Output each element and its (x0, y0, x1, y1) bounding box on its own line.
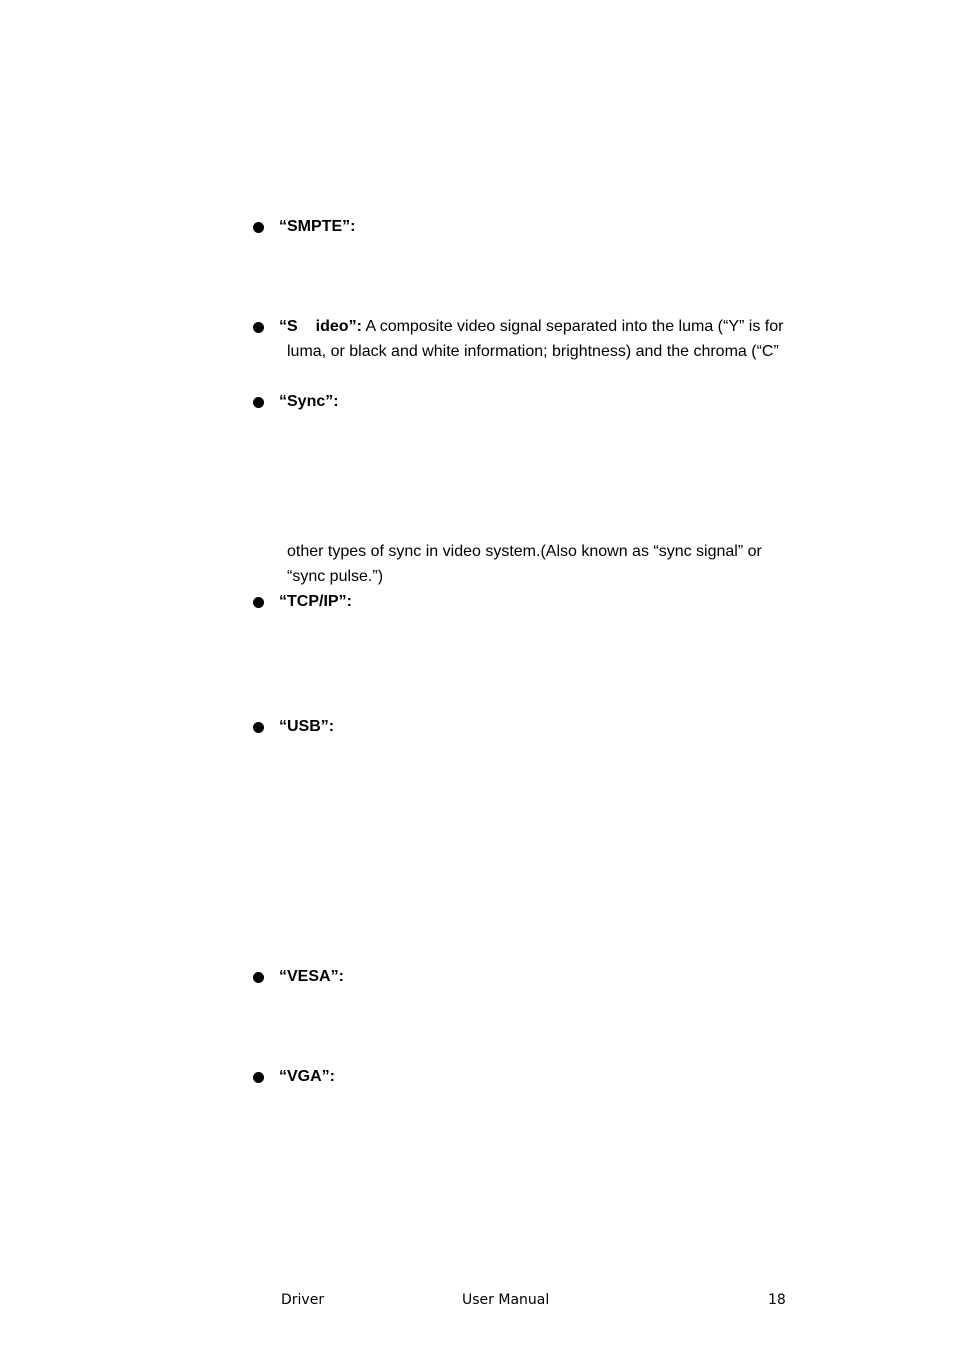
footer-page-number: 18 (768, 1292, 786, 1308)
bullet-usb (253, 722, 264, 733)
term-smpte: “SMPTE”: (279, 218, 356, 235)
footer-center-label: User Manual (462, 1292, 550, 1308)
term-svideo-part2: ideo”: (315, 318, 362, 335)
term-svideo-part1: “S (279, 318, 298, 335)
footer-left-label: Driver (281, 1292, 325, 1308)
definition-sync-line2: “sync pulse.”) (287, 568, 384, 585)
definition-svideo-line1: A composite video signal separated into the luma (“Y” is for (361, 318, 784, 335)
definition-svideo-line2: luma, or black and white information; brightness) and the chroma (“C” (287, 343, 779, 360)
term-svideo-line (279, 314, 783, 339)
term-sync: “Sync”: (279, 393, 339, 410)
term-vesa: “VESA”: (279, 968, 344, 985)
term-tcpip: “TCP/IP”: (279, 593, 352, 610)
bullet-smpte (253, 222, 264, 233)
bullet-vesa (253, 972, 264, 983)
bullet-sync (253, 397, 264, 408)
definition-sync-line1: other types of sync in video system.(Also known as “sync signal” or (287, 543, 762, 560)
bullet-vga (253, 1072, 264, 1083)
bullet-svideo (253, 322, 264, 333)
term-vga: “VGA”: (279, 1068, 335, 1085)
term-usb: “USB”: (279, 718, 335, 735)
bullet-tcpip (253, 597, 264, 608)
